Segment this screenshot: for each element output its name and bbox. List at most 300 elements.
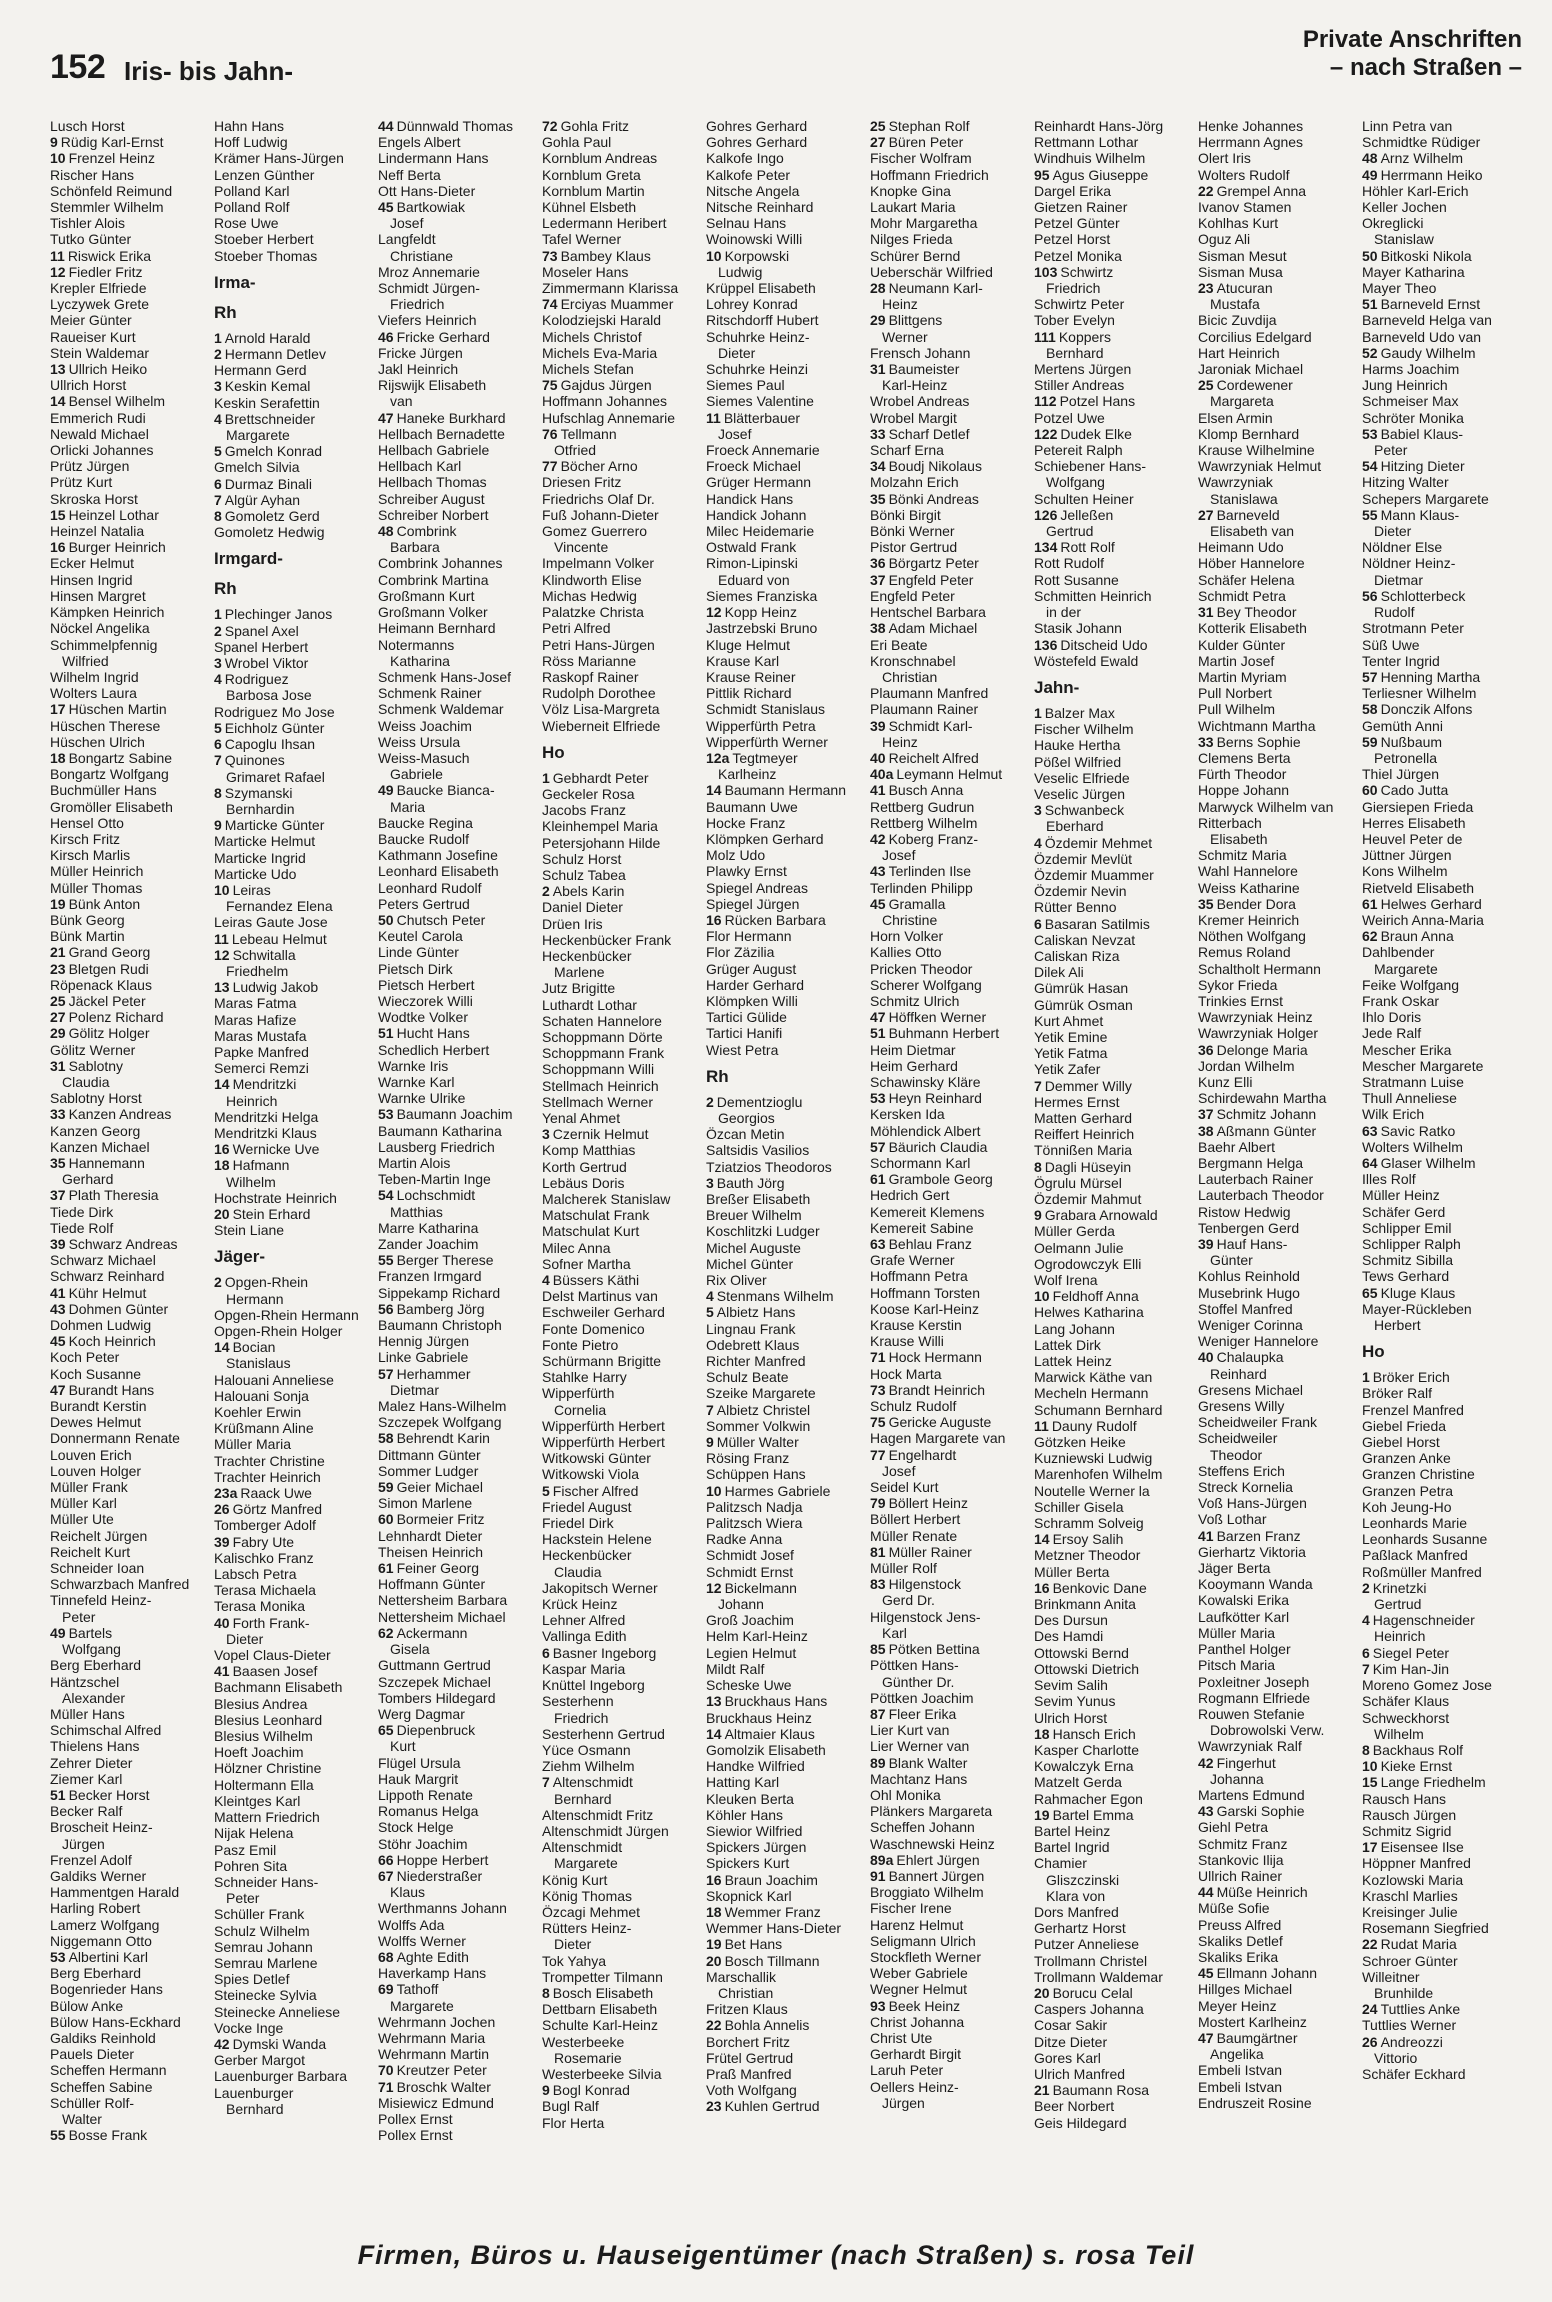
entry-text: Rudolf	[1374, 604, 1415, 621]
resident-entry	[50, 393, 208, 409]
directory-column	[706, 118, 864, 2226]
entry-continuation	[378, 799, 536, 815]
entry-text: Wrobel Andreas	[870, 393, 970, 410]
entry-text: Grüger August	[706, 960, 797, 977]
entry-text: Hinsen Ingrid	[50, 571, 133, 588]
entry-text: Wawrzyniak Ralf	[1198, 1738, 1302, 1755]
house-number: 23	[1198, 280, 1214, 297]
entry-text: Altenschmidt	[552, 1774, 633, 1791]
entry-text: Wegner Helmut	[870, 1981, 968, 1998]
entry-text: Ögrulu Mürsel	[1034, 1174, 1122, 1191]
resident-entry	[542, 1726, 700, 1742]
resident-entry	[50, 280, 208, 296]
entry-text: Petzel Monika	[1034, 247, 1122, 264]
resident-entry	[706, 1547, 864, 1563]
entry-text: Koose Karl-Heinz	[870, 1300, 979, 1317]
house-number: 31	[1198, 604, 1214, 621]
resident-entry	[378, 863, 536, 879]
entry-text: Petersjohann Hilde	[542, 834, 661, 851]
entry-text: Wilk Erich	[1362, 1106, 1425, 1123]
resident-entry	[1034, 932, 1192, 948]
entry-text: Heinrich	[1374, 1628, 1426, 1645]
resident-entry	[870, 815, 1028, 831]
resident-entry	[1034, 1726, 1192, 1742]
entry-text: Stein Erhard	[232, 1205, 311, 1222]
entry-text: Dewes Helmut	[50, 1414, 142, 1431]
resident-entry	[542, 167, 700, 183]
entry-text: Altenschmidt Jürgen	[542, 1822, 669, 1839]
entry-text: Wernicke Uve	[232, 1141, 320, 1158]
house-number: 19	[1034, 1806, 1050, 1823]
entry-text: Marticke Helmut	[214, 833, 316, 850]
resident-entry	[50, 426, 208, 442]
resident-entry	[1362, 1074, 1520, 1090]
entry-text: Krüßmann Aline	[214, 1420, 314, 1437]
entry-text: Helwes Katharina	[1034, 1304, 1144, 1321]
resident-entry	[870, 944, 1028, 960]
entry-text: Rischer Hans	[50, 166, 135, 183]
resident-entry	[870, 1220, 1028, 1236]
resident-entry	[1198, 1333, 1356, 1349]
resident-entry	[706, 2034, 864, 2050]
entry-text: Stankovic Ilija	[1198, 1851, 1284, 1868]
entry-text: Kurt	[390, 1738, 416, 1755]
resident-entry	[378, 1463, 536, 1479]
house-number: 14	[706, 1725, 722, 1742]
resident-entry	[1362, 1301, 1520, 1317]
resident-entry	[870, 1074, 1028, 1090]
entry-text: Süß Uwe	[1362, 636, 1420, 653]
entry-text: Kraschl Marlies	[1362, 1887, 1458, 1904]
entry-continuation	[1034, 474, 1192, 490]
resident-entry	[870, 572, 1028, 588]
entry-text: Wolters Laura	[50, 685, 137, 702]
entry-text: Combrink	[396, 523, 457, 540]
resident-entry	[706, 1855, 864, 1871]
entry-text: Dieter	[718, 344, 756, 361]
entry-text: Grempel Anna	[1216, 182, 1307, 199]
resident-entry	[378, 1511, 536, 1527]
resident-entry	[1198, 1090, 1356, 1106]
entry-text: Bletgen Rudi	[68, 960, 149, 977]
house-number: 69	[378, 1981, 394, 1998]
resident-entry	[870, 928, 1028, 944]
entry-continuation	[214, 769, 372, 785]
entry-text: Barneveld	[1216, 506, 1280, 523]
entry-text: Pasz Emil	[214, 1841, 277, 1858]
resident-entry	[706, 1094, 864, 1110]
resident-entry	[870, 782, 1028, 798]
resident-entry	[50, 2062, 208, 2078]
resident-entry	[1362, 361, 1520, 377]
resident-entry	[542, 2001, 700, 2017]
entry-text: Berg Eberhard	[50, 1965, 142, 1982]
resident-entry	[1198, 572, 1356, 588]
entry-text: Georgios	[718, 1109, 775, 1126]
entry-text: Skopnick Karl	[706, 1887, 792, 1904]
entry-text: Erciyas Muammer	[560, 296, 674, 313]
house-number: 46	[378, 328, 394, 345]
entry-text: Schaten Hannelore	[542, 1012, 662, 1029]
entry-text: Leymann Helmut	[896, 766, 1003, 783]
entry-text: Tuttlies Werner	[1362, 2017, 1457, 2034]
resident-entry	[378, 1430, 536, 1446]
entry-text: Embeli Istvan	[1198, 2062, 1283, 2079]
entry-text: Wichtmann Martha	[1198, 717, 1316, 734]
entry-text: Vopel Claus-Dieter	[214, 1647, 331, 1664]
resident-entry	[50, 928, 208, 944]
entry-text: Mildt Ralf	[706, 1660, 765, 1677]
house-number: 45	[50, 1333, 66, 1350]
entry-continuation	[1198, 1771, 1356, 1787]
entry-text: Wrobel Margit	[870, 409, 957, 426]
house-number: 25	[870, 118, 886, 134]
house-number: 75	[870, 1414, 886, 1431]
resident-entry	[378, 620, 536, 636]
entry-text: Schmidt Stanislaus	[706, 701, 826, 718]
resident-entry	[1034, 1807, 1192, 1823]
resident-entry	[542, 1466, 700, 1482]
resident-entry	[542, 1547, 700, 1563]
resident-entry	[542, 1110, 700, 1126]
entry-text: Müller Rolf	[870, 1560, 937, 1577]
entry-text: Jahn-	[1034, 677, 1080, 697]
resident-entry	[542, 1337, 700, 1353]
entry-text: Bet Hans	[724, 1936, 783, 1953]
house-number: 56	[378, 1300, 394, 1317]
entry-text: Hoppe Herbert	[396, 1851, 489, 1868]
resident-entry	[870, 863, 1028, 879]
resident-entry	[378, 1268, 536, 1284]
entry-text: Matthias	[390, 1203, 443, 1220]
resident-entry	[542, 361, 700, 377]
entry-text: Skroska Horst	[50, 490, 138, 507]
entry-continuation	[1198, 523, 1356, 539]
entry-text: Saltsidis Vasilios	[706, 1142, 810, 1159]
resident-entry	[214, 1372, 372, 1388]
entry-text: Klindworth Elise	[542, 571, 642, 588]
resident-entry	[542, 669, 700, 685]
resident-entry	[1034, 555, 1192, 571]
entry-text: Stoeber Thomas	[214, 247, 318, 264]
entry-text: Jastrzebski Bruno	[706, 620, 818, 637]
resident-entry	[378, 442, 536, 458]
resident-entry	[706, 1142, 864, 1158]
entry-text: Schönfeld Reimund	[50, 182, 173, 199]
resident-entry	[1362, 1904, 1520, 1920]
house-number: 136	[1034, 636, 1058, 653]
entry-text: Clemens Berta	[1198, 749, 1291, 766]
house-number: 83	[870, 1576, 886, 1593]
house-number: 54	[378, 1187, 394, 1204]
resident-entry	[1198, 1155, 1356, 1171]
resident-entry	[214, 866, 372, 882]
resident-entry	[214, 720, 372, 736]
entry-text: Elsen Armin	[1198, 409, 1273, 426]
entry-continuation	[378, 653, 536, 669]
resident-entry	[50, 1042, 208, 1058]
house-number: 74	[542, 296, 558, 313]
entry-continuation	[542, 1402, 700, 1418]
resident-entry	[50, 1252, 208, 1268]
entry-text: Schepers Margarete	[1362, 490, 1489, 507]
resident-entry	[1034, 393, 1192, 409]
resident-entry	[542, 1872, 700, 1888]
resident-entry	[542, 312, 700, 328]
entry-text: Reichelt Alfred	[888, 749, 979, 766]
resident-entry	[542, 2066, 700, 2082]
entry-text: Ersoy Salih	[1052, 1531, 1124, 1548]
resident-entry	[706, 1385, 864, 1401]
entry-text: Eberhard	[1046, 818, 1104, 835]
resident-entry	[1198, 1171, 1356, 1187]
entry-text: Warnke Karl	[378, 1073, 455, 1090]
resident-entry	[378, 2111, 536, 2127]
entry-text: Baumann Rosa	[1052, 2082, 1150, 2099]
entry-continuation	[214, 801, 372, 817]
entry-text: Jakopitsch Werner	[542, 1579, 658, 1596]
entry-text: Henning Martha	[1380, 668, 1481, 685]
resident-entry	[214, 817, 372, 833]
entry-text: Bartel Emma	[1052, 1806, 1134, 1823]
entry-text: Odebrett Klaus	[706, 1336, 800, 1353]
entry-text: Weber Gabriele	[870, 1965, 968, 1982]
entry-text: Broschk Walter	[396, 2078, 491, 2095]
entry-text: Hoffmann Torsten	[870, 1284, 980, 1301]
resident-entry	[706, 1009, 864, 1025]
entry-text: Tombers Hildegard	[378, 1689, 496, 1706]
resident-entry	[1034, 329, 1192, 345]
entry-continuation	[870, 734, 1028, 750]
entry-continuation	[214, 427, 372, 443]
house-number: 37	[870, 571, 886, 588]
entry-text: Werner	[882, 328, 928, 345]
entry-text: Johanna	[1210, 1770, 1264, 1787]
entry-text: Krause Wilhelmine	[1198, 442, 1315, 459]
entry-text: Reiffert Heinrich	[1034, 1126, 1135, 1143]
entry-text: Klaus	[390, 1884, 426, 1901]
entry-text: Quinones	[224, 752, 285, 769]
resident-entry	[542, 1612, 700, 1628]
entry-text: Ritschdorff Hubert	[706, 312, 819, 329]
resident-entry	[378, 1220, 536, 1236]
resident-entry	[1362, 167, 1520, 183]
resident-entry	[1198, 653, 1356, 669]
resident-entry	[870, 2062, 1028, 2078]
house-number: 112	[1034, 393, 1057, 410]
resident-entry	[50, 1787, 208, 1803]
resident-entry	[50, 1803, 208, 1819]
resident-entry	[542, 1807, 700, 1823]
entry-text: Schlotterbeck	[1380, 587, 1466, 604]
entry-text: Grabara Arnowald	[1044, 1207, 1158, 1224]
entry-text: Plaumann Manfred	[870, 685, 989, 702]
entry-text: Haverkamp Hans	[378, 1965, 487, 1982]
resident-entry	[1198, 1933, 1356, 1949]
resident-entry	[542, 1693, 700, 1709]
entry-text: Matzelt Gerda	[1034, 1774, 1122, 1791]
resident-entry	[378, 1576, 536, 1592]
entry-text: Ristow Hedwig	[1198, 1203, 1291, 1220]
resident-entry	[1362, 1645, 1520, 1661]
house-number: 44	[378, 118, 394, 134]
entry-text: Özdemir Nevin	[1034, 883, 1127, 900]
house-number: 61	[378, 1560, 394, 1577]
entry-continuation	[1198, 1252, 1356, 1268]
entry-text: Frenzel Heinz	[68, 150, 155, 167]
entry-text: Bünk Martin	[50, 928, 125, 945]
resident-entry	[870, 1560, 1028, 1576]
entry-text: Grambole Georg	[888, 1171, 993, 1188]
entry-text: Gaudy Wilhelm	[1380, 344, 1476, 361]
house-number: 29	[50, 1025, 66, 1042]
house-number: 33	[1198, 733, 1214, 750]
entry-text: Theodor	[1210, 1446, 1263, 1463]
resident-entry	[1198, 1657, 1356, 1673]
entry-text: Hoffmann Friedrich	[870, 166, 989, 183]
entry-text: Christiane	[390, 247, 454, 264]
house-number: 29	[870, 312, 886, 329]
entry-text: Durmaz Binali	[224, 475, 312, 492]
entry-text: Heinz	[882, 296, 918, 313]
entry-text: Kämpken Heinrich	[50, 604, 165, 621]
entry-text: Herres Elisabeth	[1362, 814, 1466, 831]
resident-entry	[1362, 280, 1520, 296]
entry-text: Gajdus Jürgen	[560, 377, 652, 394]
resident-entry	[706, 799, 864, 815]
entry-text: Molz Udo	[706, 847, 766, 864]
resident-entry	[542, 410, 700, 426]
resident-entry	[1034, 1628, 1192, 1644]
resident-entry	[1034, 264, 1192, 280]
resident-entry	[706, 199, 864, 215]
house-number: 24	[1362, 2001, 1378, 2018]
house-number: 89a	[870, 1851, 894, 1868]
house-number: 20	[214, 1205, 230, 1222]
entry-text: Plaumann Rainer	[870, 701, 979, 718]
resident-entry	[1034, 1240, 1192, 1256]
entry-text: Frensch Johann	[870, 344, 971, 361]
entry-text: Praß Manfred	[706, 2065, 792, 2082]
entry-text: Remus Roland	[1198, 944, 1291, 961]
resident-entry	[1198, 961, 1356, 977]
house-number: 51	[378, 1025, 394, 1042]
entry-text: Strotmann Peter	[1362, 620, 1464, 637]
resident-entry	[378, 1544, 536, 1560]
entry-text: Weiss Ursula	[378, 733, 461, 750]
resident-entry	[870, 523, 1028, 539]
resident-entry	[1198, 637, 1356, 653]
resident-entry	[214, 1141, 372, 1157]
entry-text: Ulrich Manfred	[1034, 2065, 1126, 2082]
entry-text: Rimon-Lipinski	[706, 555, 798, 572]
entry-continuation	[870, 1463, 1028, 1479]
house-number: 62	[378, 1624, 394, 1641]
entry-text: Heimann Udo	[1198, 539, 1284, 556]
resident-entry	[870, 2030, 1028, 2046]
entry-text: Margarete	[226, 427, 290, 444]
resident-entry	[214, 199, 372, 215]
entry-text: Stanislaw	[1374, 231, 1434, 248]
entry-text: Gierhartz Viktoria	[1198, 1543, 1306, 1560]
resident-entry	[50, 442, 208, 458]
entry-text: Milec Heidemarie	[706, 523, 815, 540]
resident-entry	[870, 766, 1028, 782]
entry-text: Grand Georg	[68, 944, 151, 961]
resident-entry	[214, 671, 372, 687]
entry-text: Ecker Helmut	[50, 555, 135, 572]
house-number: 25	[50, 992, 66, 1009]
resident-entry	[870, 1528, 1028, 1544]
resident-entry	[542, 555, 700, 571]
entry-continuation	[1362, 961, 1520, 977]
resident-entry	[1198, 345, 1356, 361]
entry-text: Reichelt Kurt	[50, 1543, 131, 1560]
house-number: 9	[1034, 1207, 1042, 1224]
house-number: 41	[1198, 1527, 1214, 1544]
entry-text: Schwirtz Peter	[1034, 296, 1125, 313]
entry-text: Kluge Klaus	[1380, 1284, 1456, 1301]
entry-text: Harling Robert	[50, 1900, 141, 1917]
resident-entry	[1362, 474, 1520, 490]
entry-text: Josef	[718, 425, 752, 442]
entry-text: Schulz Horst	[542, 850, 622, 867]
house-number: 13	[706, 1693, 722, 1710]
page-range: Iris- bis Jahn-	[124, 56, 294, 86]
resident-entry	[378, 912, 536, 928]
entry-text: Marlene	[554, 964, 605, 981]
resident-entry	[378, 847, 536, 863]
entry-text: Schmeiser Max	[1362, 393, 1459, 410]
resident-entry	[50, 1398, 208, 1414]
entry-text: Polland Karl	[214, 182, 290, 199]
house-number: 45	[378, 199, 394, 216]
entry-text: Bartel Heinz	[1034, 1822, 1111, 1839]
resident-entry	[542, 997, 700, 1013]
entry-text: Nitsche Angela	[706, 182, 800, 199]
entry-text: Ehlert Jürgen	[896, 1851, 980, 1868]
resident-entry	[378, 1479, 536, 1495]
entry-continuation	[870, 1592, 1028, 1608]
entry-continuation	[870, 912, 1028, 928]
entry-text: Schäfer Helena	[1198, 571, 1295, 588]
resident-entry	[214, 995, 372, 1011]
resident-entry	[1198, 799, 1356, 815]
resident-entry	[50, 1123, 208, 1139]
entry-text: Scheffen Hermann	[50, 2062, 167, 2079]
resident-entry	[1034, 1159, 1192, 1175]
entry-text: Trachter Christine	[214, 1452, 325, 1469]
entry-text: Johann	[718, 1596, 764, 1613]
entry-text: Günther Dr.	[882, 1673, 955, 1690]
resident-entry	[378, 669, 536, 685]
entry-text: Klömpken Gerhard	[706, 830, 824, 847]
house-number: 36	[1198, 1041, 1214, 1058]
resident-entry	[1034, 1742, 1192, 1758]
entry-text: Angelika	[1210, 2046, 1264, 2063]
resident-entry	[542, 215, 700, 231]
entry-text: Jung Heinrich	[1362, 377, 1448, 394]
resident-entry	[706, 2050, 864, 2066]
resident-entry	[542, 851, 700, 867]
entry-text: Cosar Sakir	[1034, 2017, 1108, 2034]
house-number: 27	[50, 1009, 66, 1026]
entry-text: Hoffmann Johannes	[542, 393, 668, 410]
resident-entry	[870, 1852, 1028, 1868]
entry-text: Ogrodowczyk Elli	[1034, 1255, 1142, 1272]
resident-entry	[378, 555, 536, 571]
entry-text: Bocian	[232, 1339, 276, 1356]
